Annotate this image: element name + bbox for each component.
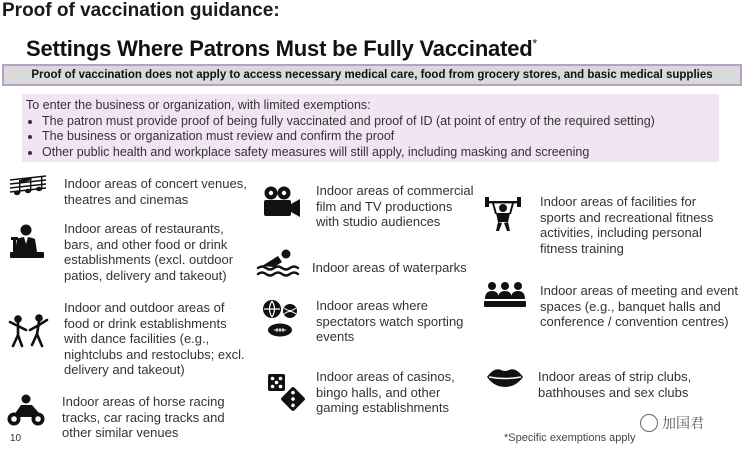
slide-title (26, 36, 537, 62)
setting-racing-tracks: Indoor areas of horse racing tracks, car racing tracks and other similar venues (62, 394, 225, 440)
entry-requirements-lead: To enter the business or organization, with limited exemptions: (26, 98, 371, 112)
dice-icon (266, 372, 306, 412)
lips-icon (486, 366, 524, 388)
setting-spectator-sports: Indoor areas where spectators watch sporting events (316, 298, 464, 344)
setting-fitness-facilities: Indoor areas of facilities for sports and recreational fitness activities, including personal fitness training (540, 194, 714, 256)
entry-requirements-box (22, 94, 719, 162)
setting-film-tv-productions: Indoor areas of commercial film and TV productions with studio audiences (316, 183, 474, 229)
setting-strip-clubs-bathhouses: Indoor areas of strip clubs, bathhouses and sex clubs (538, 369, 692, 400)
exemption-banner (2, 64, 742, 86)
page-heading: Proof of vaccination guidance: (2, 0, 280, 21)
watermark-text: 加国君 (662, 415, 704, 431)
setting-meeting-event-spaces: Indoor areas of meeting and event spaces (e.g., banquet halls and conference / convention centres) (540, 283, 739, 329)
setting-waterparks: Indoor areas of waterparks (312, 260, 467, 275)
setting-concert-venues: Indoor areas of concert venues, theatres and cinemas (64, 176, 247, 207)
list-item: • Other public health and workplace safety measures will still apply, including masking and screening (42, 145, 715, 161)
film-camera-icon (262, 185, 302, 219)
meeting-group-icon (484, 281, 526, 309)
watermark (640, 413, 704, 433)
weightlifter-icon (483, 194, 523, 232)
title-asterisk: * (532, 36, 537, 51)
watermark-logo-icon (640, 414, 658, 432)
slide-title-text: Settings Where Patrons Must be Fully Vaccinated (26, 36, 533, 61)
setting-dance-facilities: Indoor and outdoor areas of food or drink establishments with dance facilities (e.g., nightclubs and restoclubs; excl. delivery and takeout) (64, 300, 245, 377)
setting-casinos-bingo: Indoor areas of casinos, bingo halls, and other gaming establishments (316, 369, 455, 415)
page-number: 10 (10, 433, 22, 444)
music-notes-icon (8, 172, 48, 198)
list-item: • The patron must provide proof of being fully vaccinated and proof of ID (at point of entry of the required setting) (42, 114, 715, 130)
racing-vehicle-icon (6, 393, 46, 427)
dancing-people-icon (6, 313, 52, 351)
waiter-icon (8, 222, 46, 260)
sports-balls-icon (260, 297, 300, 339)
exemption-banner-text: Proof of vaccination does not apply to access necessary medical care, food from grocery stores, and basic medical supplies (31, 69, 713, 81)
swimmer-icon (256, 248, 300, 278)
setting-restaurants-bars: Indoor areas of restaurants, bars, and other food or drink establishments (excl. outdoor patios, delivery and takeout) (64, 221, 234, 283)
list-item: • The business or organization must review and confirm the proof (42, 129, 715, 145)
footnote: *Specific exemptions apply (504, 432, 636, 444)
entry-requirements-list (26, 114, 715, 161)
